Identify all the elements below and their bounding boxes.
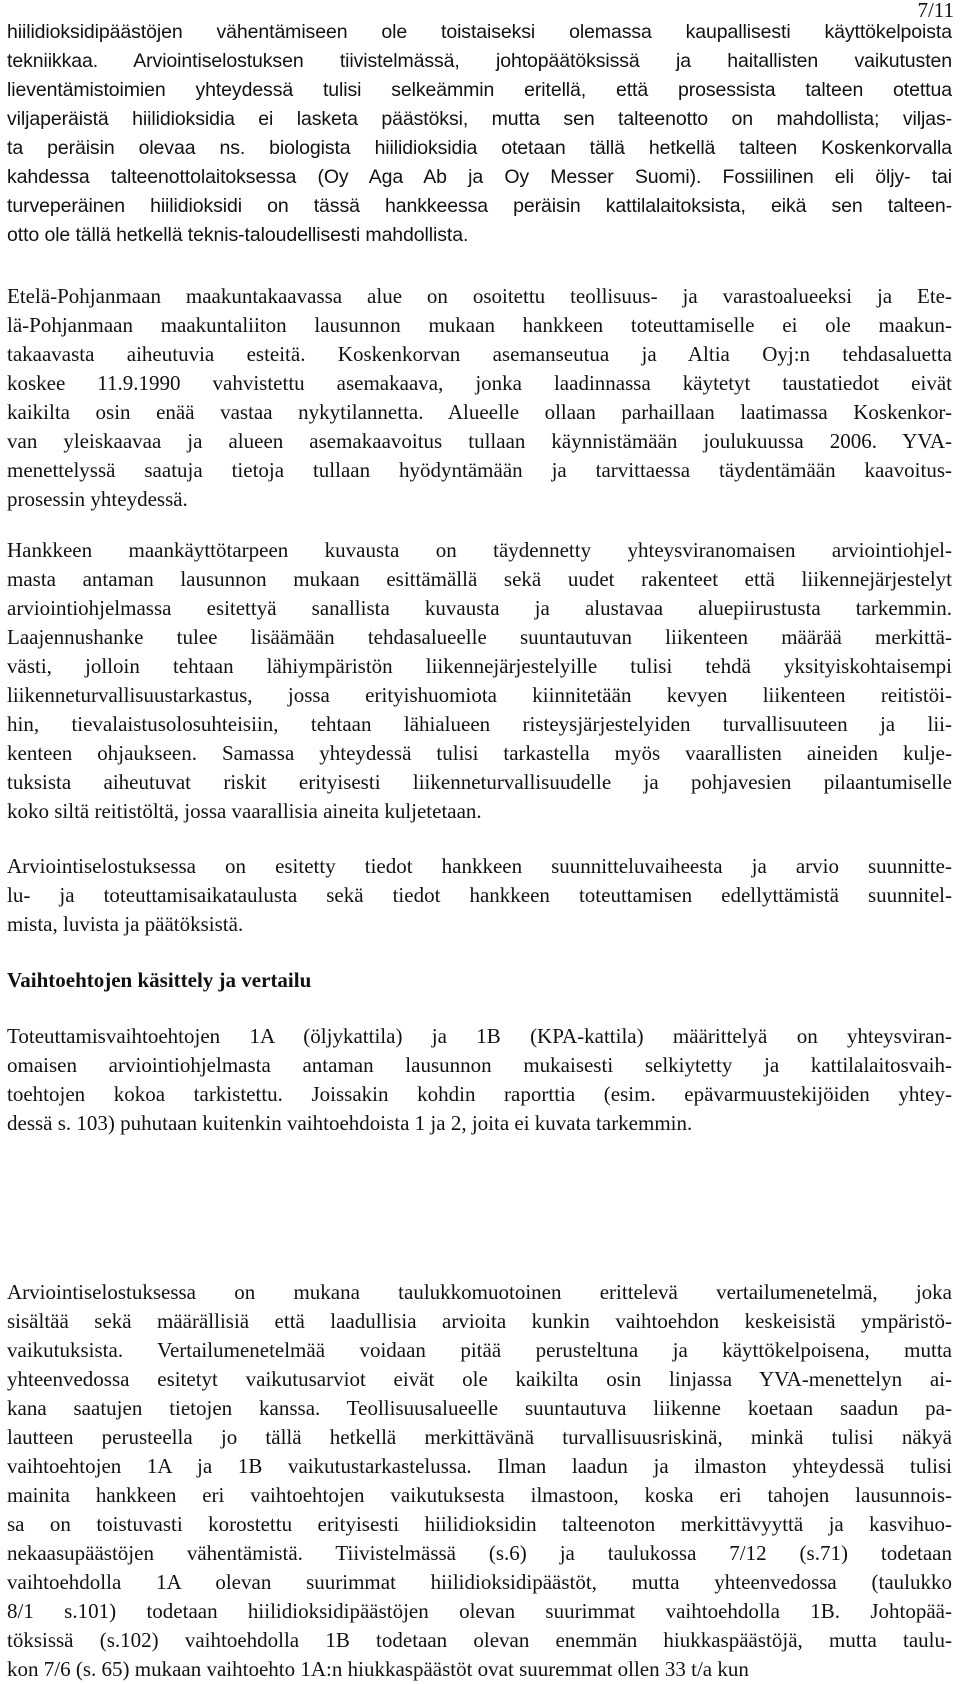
text-line: västi, jolloin tehtaan lähiympäristön liikennejärjestelyille tulisi tehdä yksityiskohtaisempi [7, 654, 952, 678]
text-line: liikenneturvallisuustarkastus, jossa erityishuomiota kiinnitetään kevyen liikenteen reitistöi- [7, 683, 952, 707]
text-line: hiilidioksidipäästöjen vähentämiseen ole toistaiseksi olemassa kaupallisesti käyttökelpoista [7, 21, 952, 43]
paragraph-3 [7, 536, 952, 826]
paragraph-5 [7, 1022, 952, 1138]
text-line: otto ole tällä hetkellä teknis-taloudellisesti mahdollista. [7, 224, 469, 246]
text-line: sisältää sekä määrällisiä että laadullisia arvioita kunkin vaihtoehdon keskeisistä ympäristö- [7, 1309, 952, 1333]
text-line: vaihtoehtojen 1A ja 1B vaikutustarkastelussa. Ilman laadun ja ilmaston yhteydessä tulisi [7, 1454, 952, 1478]
text-line: viljaperäistä hiilidioksidia ei lasketa päästöksi, mutta sen talteenotto on mahdollista; viljas- [7, 108, 952, 130]
text-line: tekniikkaa. Arviointiselostuksen tiivistelmässä, johtopäätöksissä ja haitallisten vaikutusten [7, 50, 952, 72]
text-line: Laajennushanke tulee lisäämään tehdasalueelle suuntautuvan liikenteen määrää merkittä- [7, 625, 952, 649]
text-line: toehtojen kokoa tarkistettu. Joissakin kohdin raporttia (esim. epävarmuustekijöiden yhtey- [7, 1082, 952, 1106]
text-line: lu- ja toteuttamisaikataulusta sekä tiedot hankkeen toteuttamisen edellyttämistä suunnitel- [7, 883, 952, 907]
text-line: Vaihtoehtojen käsittely ja vertailu [7, 968, 312, 992]
text-line: nekaasupäästöjen vähentämistä. Tiivistelmässä (s.6) ja taulukossa 7/12 (s.71) todetaan [7, 1541, 952, 1565]
paragraph-6 [7, 1278, 952, 1684]
text-line: turveperäinen hiilidioksidi on tässä hankkeessa peräisin kattilalaitoksista, eikä sen talteen- [7, 195, 952, 217]
text-line: mainita hankkeen eri vaihtoehtojen vaikutuksesta ilmastoon, koska eri tahojen lausunnois- [7, 1483, 952, 1507]
paragraph-4 [7, 852, 952, 939]
text-line: töksissä (s.102) vaihtoehdolla 1B todetaan olevan enemmän hiukkaspäästöjä, mutta taulu- [7, 1628, 952, 1652]
paragraph-2 [7, 282, 952, 514]
text-line: Arviointiselostuksessa on mukana taulukkomuotoinen erittelevä vertailumenetelmä, joka [7, 1280, 952, 1304]
text-line: koko siltä reitistöltä, jossa vaarallisia aineita kuljetetaan. [7, 799, 482, 823]
text-line: vaihtoehdolla 1A olevan suurimmat hiilidioksidipäästöt, mutta yhteenvedossa (taulukko [7, 1570, 952, 1594]
text-line: kahdessa talteenottolaitoksessa (Oy Aga Ab ja Oy Messer Suomi). Fossiilinen eli öljy- tai [7, 166, 952, 188]
text-line: kaikilta osin enää vastaa nykytilannetta. Alueelle ollaan parhaillaan laatimassa Koskenkor- [7, 400, 952, 424]
page-number: 7/11 [917, 0, 954, 22]
text-line: kon 7/6 (s. 65) mukaan vaihtoehto 1A:n hiukkaspäästöt ovat suuremmat ollen 33 t/a kun [7, 1657, 749, 1681]
text-line: hin, tievalaistusolosuhteisiin, tehtaan lähialueen risteysjärjestelyiden turvallisuuteen ja lii- [7, 712, 952, 736]
paragraph-1 [7, 18, 952, 250]
text-line: arviointiohjelmassa esitettyä sanallista kuvausta ja alustavaa aluepiirustusta tarkemmin. [7, 596, 952, 620]
text-line: Etelä-Pohjanmaan maakuntakaavassa alue on osoitettu teollisuus- ja varastoalueeksi ja Ete- [7, 284, 952, 308]
text-line: takaavasta aiheutuvia esteitä. Koskenkorvan asemanseutua ja Altia Oyj:n tehdasaluetta [7, 342, 952, 366]
text-line: tuksista aiheutuvat riskit erityisesti liikenneturvallisuudelle ja pohjavesien pilaantumiselle [7, 770, 952, 794]
text-line: lä-Pohjanmaan maakuntaliiton lausunnon mukaan hankkeen toteuttamiselle ei ole maakun- [7, 313, 952, 337]
text-line: omaisen arviointiohjelmasta antaman lausunnon mukaisesti selkiytetty ja kattilalaitosvaih- [7, 1053, 952, 1077]
section-heading [7, 966, 952, 995]
text-line: van yleiskaavaa ja alueen asemakaavoitus tullaan käynnistämään joulukuussa 2006. YVA- [7, 429, 952, 453]
text-line: vaikutuksista. Vertailumenetelmää voidaan pitää perusteltuna ja käyttökelpoisena, mutta [7, 1338, 952, 1362]
text-line: lieventämistoimien yhteydessä tulisi selkeämmin eritellä, että prosessista talteen otettua [7, 79, 952, 101]
text-line: kenteen ohjaukseen. Samassa yhteydessä tulisi tarkastella myös vaarallisten aineiden kulje- [7, 741, 952, 765]
text-line: Hankkeen maankäyttötarpeen kuvausta on täydennetty yhteysviranomaisen arviointiohjel- [7, 538, 952, 562]
text-line: kana saatujen tietojen kanssa. Teollisuusalueelle suuntautuva liikenne koetaan saadun pa- [7, 1396, 952, 1420]
text-line: dessä s. 103) puhutaan kuitenkin vaihtoehdoista 1 ja 2, joita ei kuvata tarkemmin. [7, 1111, 693, 1135]
text-line: mista, luvista ja päätöksistä. [7, 912, 244, 936]
text-line: koskee 11.9.1990 vahvistettu asemakaava, jonka laadinnassa käytetyt taustatiedot eivät [7, 371, 952, 395]
text-line: yhteenvedossa esitetyt vaikutusarviot eivät ole kaikilta osin linjassa YVA-menettelyn ai- [7, 1367, 952, 1391]
text-line: ta peräisin olevaa ns. biologista hiilidioksidia otetaan tällä hetkellä talteen Koskenkorvalla [7, 137, 952, 159]
text-line: prosessin yhteydessä. [7, 487, 188, 511]
text-line: Arviointiselostuksessa on esitetty tiedot hankkeen suunnitteluvaiheesta ja arvio suunnitte- [7, 854, 952, 878]
text-line: sa on toistuvasti korostettu erityisesti hiilidioksidin talteenoton merkittävyyttä ja kasvihuo- [7, 1512, 952, 1536]
text-line: lautteen perusteella jo tällä hetkellä merkittävänä turvallisuusriskinä, minkä tulisi näkyä [7, 1425, 952, 1449]
text-line: Toteuttamisvaihtoehtojen 1A (öljykattila) ja 1B (KPA-kattila) määrittelyä on yhteysviran- [7, 1024, 952, 1048]
text-line: 8/1 s.101) todetaan hiilidioksidipäästöjen olevan suurimmat vaihtoehdolla 1B. Johtopää- [7, 1599, 952, 1623]
text-line: masta antaman lausunnon mukaan esittämällä sekä uudet rakenteet että liikennejärjestelyt [7, 567, 952, 591]
text-line: menettelyssä saatuja tietoja tullaan hyödyntämään ja tarvittaessa täydentämään kaavoitus- [7, 458, 952, 482]
